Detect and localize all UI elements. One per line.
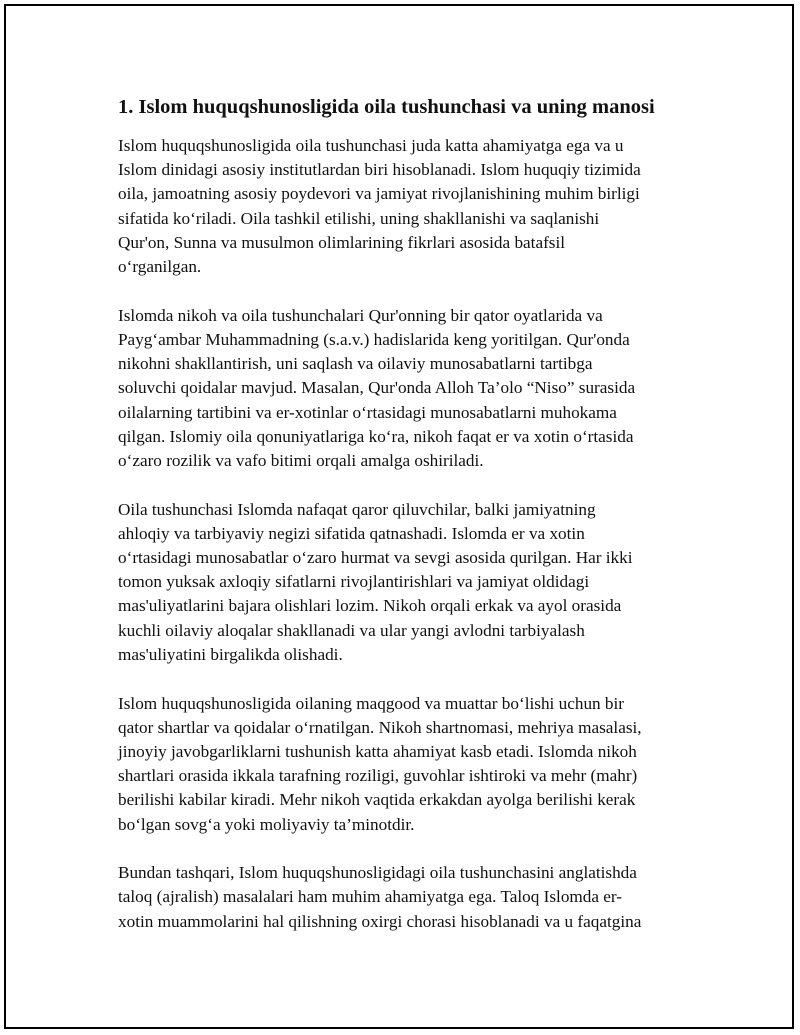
text-line: Islomda nikoh va oila tushunchalari Qur'onning bir qator oyatlarida va: [118, 305, 603, 325]
text-line: Islom huquqshunosligida oilaning maqgood va muattar bo‘lishi uchun bir: [118, 693, 625, 713]
text-line: Islom dinidagi asosiy institutlardan biri hisoblanadi. Islom huquqiy tizimida: [118, 160, 641, 180]
text-line: soluvchi qoidalar mavjud. Masalan, Qur'onda Alloh Ta’olo “Niso” surasida: [118, 378, 636, 398]
text-line: mas'uliyatini birgalikda olishadi.: [118, 644, 343, 664]
text-line: qilgan. Islomiy oila qonuniyatlariga ko‘ra, nikoh faqat er va xotin o‘rtasida: [118, 426, 634, 446]
text-line: ahloqiy va tarbiyaviy negizi sifatida qatnashadi. Islomda er va xotin: [118, 523, 585, 543]
text-line: tomon yuksak axloqiy sifatlarni rivojlantirishlari va jamiyat oldidagi: [118, 572, 590, 592]
text-line: taloq (ajralish) masalalari ham muhim ahamiyatga ega. Taloq Islomda er-: [118, 887, 623, 907]
paragraph-4: [118, 692, 680, 837]
text-line: sifatida ko‘riladi. Oila tashkil etilishi, uning shakllanishi va saqlanishi: [118, 208, 600, 228]
text-line: oila, jamoatning asosiy poydevori va jamiyat rivojlanishining muhim birligi: [118, 184, 640, 204]
text-line: berilishi kabilar kiradi. Mehr nikoh vaqtida erkakdan ayolga berilishi kerak: [118, 790, 636, 810]
text-line: Oila tushunchasi Islomda nafaqat qaror qiluvchilar, balki jamiyatning: [118, 499, 596, 519]
text-line: Qur'on, Sunna va musulmon olimlarining fikrlari asosida batafsil: [118, 232, 566, 252]
paragraph-2: [118, 304, 680, 473]
text-line: jinoyiy javobgarliklarni tushunish katta ahamiyat kasb etadi. Islomda nikoh: [118, 741, 637, 761]
section-heading: 1. Islom huquqshunosligida oila tushunchasi va uning manosi: [118, 96, 655, 118]
paragraph-3: [118, 498, 680, 667]
text-line: Bundan tashqari, Islom huquqshunosligidagi oila tushunchasini anglatishda: [118, 863, 637, 883]
text-line: mas'uliyatlarini bajara olishlari lozim. Nikoh orqali erkak va ayol orasida: [118, 596, 622, 616]
text-line: o‘rtasidagi munosabatlar o‘zaro hurmat va sevgi asosida qurilgan. Har ikki: [118, 548, 633, 568]
text-line: xotin muammolarini hal qilishning oxirgi chorasi hisoblanadi va u faqatgina: [118, 911, 642, 931]
text-line: o‘rganilgan.: [118, 257, 202, 277]
text-line: kuchli oilaviy aloqalar shakllanadi va ular yangi avlodni tarbiyalash: [118, 620, 585, 640]
document-body: [118, 92, 680, 958]
text-line: Islom huquqshunosligida oila tushunchasi juda katta ahamiyatga ega va u: [118, 136, 624, 155]
text-line: oilalarning tartibini va er-xotinlar o‘rtasidagi munosabatlarni muhokama: [118, 402, 617, 422]
paragraph-1: [118, 134, 680, 279]
text-line: qator shartlar va qoidalar o‘rnatilgan. Nikoh shartnomasi, mehriya masalasi,: [118, 717, 642, 737]
text-line: bo‘lgan sovg‘a yoki moliyaviy ta’minotdir.: [118, 814, 415, 834]
text-line: shartlari orasida ikkala tarafning roziligi, guvohlar ishtiroki va mehr (mahr): [118, 766, 638, 786]
text-line: Payg‘ambar Muhammadning (s.a.v.) hadislarida keng yoritilgan. Qur'onda: [118, 329, 630, 349]
text-line: o‘zaro rozilik va vafo bitimi orqali amalga oshiriladi.: [118, 450, 484, 470]
text-line: nikohni shakllantirish, uni saqlash va oilaviy munosabatlarni tartibga: [118, 354, 593, 374]
paragraph-5: [118, 861, 680, 934]
